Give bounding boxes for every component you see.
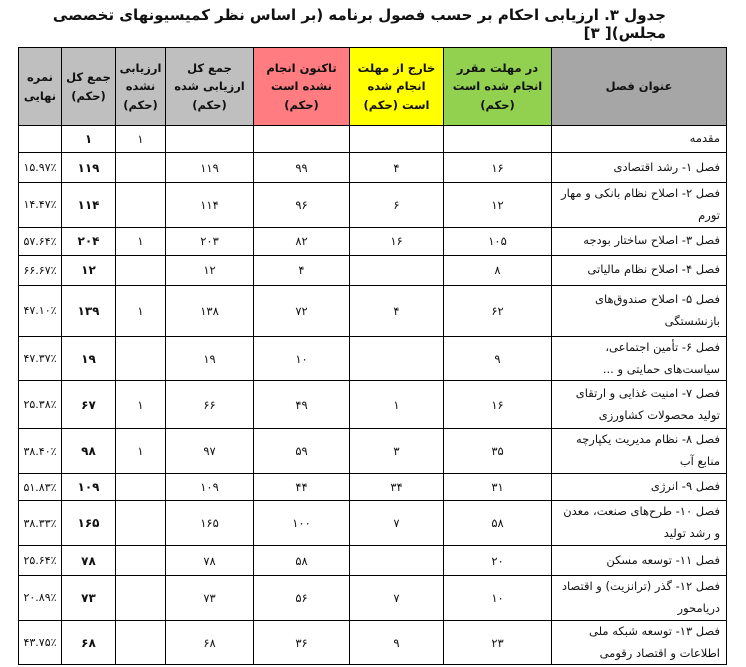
- cell-chapter-title: فصل ۵- اصلاح صندوق‌های بازنشستگی: [552, 285, 727, 336]
- cell-evaluated: ۱۰۹: [166, 474, 254, 501]
- cell-evaluated: ۱۹: [166, 336, 254, 381]
- cell-evaluated: ۱۳۸: [166, 285, 254, 336]
- cell-final-score: ۴۷.۱۰٪: [19, 285, 62, 336]
- cell-on-time: ۲۰: [444, 546, 552, 576]
- table-row: [19, 336, 727, 381]
- column-header-not-evaluated: ارزیابی نشده (حکم): [116, 48, 166, 126]
- cell-total: ۲۰۴: [62, 227, 116, 255]
- cell-chapter-title: فصل ۳- اصلاح ساختار بودجه: [552, 227, 727, 255]
- cell-total: ۷۳: [62, 576, 116, 621]
- cell-final-score: ۵۷.۶۴٪: [19, 227, 62, 255]
- table-row: [19, 474, 727, 501]
- cell-not-evaluated: [116, 620, 166, 665]
- cell-not-done: ۱۰: [254, 336, 350, 381]
- cell-on-time: ۳۱: [444, 474, 552, 501]
- column-header-final-score: نمره نهایی: [19, 48, 62, 126]
- cell-not-done: ۵۶: [254, 576, 350, 621]
- cell-total: ۱۱۴: [62, 183, 116, 228]
- cell-final-score: ۲۵.۳۸٪: [19, 381, 62, 429]
- table-row: [19, 546, 727, 576]
- cell-chapter-title: مقدمه: [552, 126, 727, 153]
- cell-late: ۳۴: [350, 474, 444, 501]
- cell-total: ۱۱۹: [62, 153, 116, 183]
- cell-evaluated: ۹۷: [166, 429, 254, 474]
- table-caption: جدول ۳. ارزیابی احکام بر حسب فصول برنامه (بر اساس نظر کمیسیونهای تخصصی مجلس)[ ۳]: [52, 6, 666, 42]
- cell-not-done: ۱۰۰: [254, 501, 350, 546]
- column-header-late: خارج از مهلت انجام شده است (حکم): [350, 48, 444, 126]
- cell-total: ۷۸: [62, 546, 116, 576]
- cell-late: [350, 126, 444, 153]
- cell-late: [350, 546, 444, 576]
- cell-total: ۱۲: [62, 255, 116, 285]
- cell-chapter-title: فصل ۸- نظام مدیریت یکپارچه منابع آب: [552, 429, 727, 474]
- cell-final-score: ۱۴.۴۷٪: [19, 183, 62, 228]
- column-header-total: جمع کل (حکم): [62, 48, 116, 126]
- table-row: [19, 381, 727, 429]
- cell-not-evaluated: [116, 255, 166, 285]
- cell-not-done: ۴: [254, 255, 350, 285]
- header-row: [19, 48, 727, 126]
- cell-chapter-title: فصل ۷- امنیت غذایی و ارتقای تولید محصولات کشاورزی: [552, 381, 727, 429]
- cell-chapter-title: فصل ۹- انرژی: [552, 474, 727, 501]
- cell-chapter-title: فصل ۱- رشد اقتصادی: [552, 153, 727, 183]
- cell-not-evaluated: [116, 546, 166, 576]
- cell-on-time: ۶۲: [444, 285, 552, 336]
- cell-on-time: [444, 126, 552, 153]
- cell-not-done: ۵۹: [254, 429, 350, 474]
- cell-not-evaluated: [116, 576, 166, 621]
- cell-final-score: ۲۵.۶۴٪: [19, 546, 62, 576]
- cell-late: [350, 255, 444, 285]
- cell-chapter-title: فصل ۶- تأمین اجتماعی، سیاست‌های حمایتی و ...: [552, 336, 727, 381]
- cell-late: ۶: [350, 183, 444, 228]
- cell-on-time: ۱۰۵: [444, 227, 552, 255]
- column-header-evaluated: جمع کل ارزیابی شده (حکم): [166, 48, 254, 126]
- cell-late: ۴: [350, 285, 444, 336]
- cell-not-evaluated: [116, 336, 166, 381]
- cell-late: ۹: [350, 620, 444, 665]
- cell-final-score: ۱۵.۹۷٪: [19, 153, 62, 183]
- cell-on-time: ۱۶: [444, 381, 552, 429]
- cell-chapter-title: فصل ۱۲- گذر (ترانزیت) و اقتصاد دریامحور: [552, 576, 727, 621]
- cell-chapter-title: فصل ۲- اصلاح نظام بانکی و مهار تورم: [552, 183, 727, 228]
- cell-evaluated: ۱۱۴: [166, 183, 254, 228]
- cell-total: ۱۳۹: [62, 285, 116, 336]
- cell-evaluated: ۶۶: [166, 381, 254, 429]
- cell-chapter-title: فصل ۱۳- توسعه شبکه ملی اطلاعات و اقتصاد رقومی: [552, 620, 727, 665]
- cell-evaluated: [166, 126, 254, 153]
- cell-on-time: ۹: [444, 336, 552, 381]
- cell-not-done: [254, 126, 350, 153]
- evaluation-table: [18, 47, 727, 665]
- cell-not-done: ۴۹: [254, 381, 350, 429]
- cell-not-evaluated: ۱: [116, 126, 166, 153]
- cell-on-time: ۸: [444, 255, 552, 285]
- cell-not-evaluated: ۱: [116, 285, 166, 336]
- cell-evaluated: ۷۳: [166, 576, 254, 621]
- cell-final-score: ۲۰.۸۹٪: [19, 576, 62, 621]
- cell-late: ۷: [350, 576, 444, 621]
- cell-final-score: ۳۸.۳۳٪: [19, 501, 62, 546]
- cell-final-score: [19, 126, 62, 153]
- cell-late: ۴: [350, 153, 444, 183]
- table-row: [19, 126, 727, 153]
- cell-late: ۳: [350, 429, 444, 474]
- cell-late: [350, 336, 444, 381]
- cell-not-evaluated: ۱: [116, 429, 166, 474]
- table-row: [19, 153, 727, 183]
- cell-not-evaluated: [116, 501, 166, 546]
- table-row: [19, 227, 727, 255]
- cell-on-time: ۳۵: [444, 429, 552, 474]
- cell-final-score: ۴۷.۳۷٪: [19, 336, 62, 381]
- table-row: [19, 255, 727, 285]
- cell-not-done: ۵۸: [254, 546, 350, 576]
- column-header-not-done: تاکنون انجام نشده است (حکم): [254, 48, 350, 126]
- cell-late: ۷: [350, 501, 444, 546]
- cell-chapter-title: فصل ۱۰- طرح‌های صنعت، معدن و رشد تولید: [552, 501, 727, 546]
- cell-on-time: ۱۶: [444, 153, 552, 183]
- cell-total: ۱۶۵: [62, 501, 116, 546]
- cell-late: ۱۶: [350, 227, 444, 255]
- cell-not-evaluated: ۱: [116, 227, 166, 255]
- table-row: [19, 183, 727, 228]
- cell-late: ۱: [350, 381, 444, 429]
- cell-not-done: ۹۶: [254, 183, 350, 228]
- cell-total: ۹۸: [62, 429, 116, 474]
- cell-total: ۱۰۹: [62, 474, 116, 501]
- cell-evaluated: ۲۰۳: [166, 227, 254, 255]
- table-row: [19, 620, 727, 665]
- table-body: [19, 126, 727, 665]
- cell-evaluated: ۶۸: [166, 620, 254, 665]
- table-row: [19, 285, 727, 336]
- cell-chapter-title: فصل ۴- اصلاح نظام مالیاتی: [552, 255, 727, 285]
- table-row: [19, 429, 727, 474]
- cell-not-done: ۳۶: [254, 620, 350, 665]
- cell-total: ۱: [62, 126, 116, 153]
- cell-on-time: ۵۸: [444, 501, 552, 546]
- cell-not-done: ۸۲: [254, 227, 350, 255]
- cell-chapter-title: فصل ۱۱- توسعه مسکن: [552, 546, 727, 576]
- cell-on-time: ۱۰: [444, 576, 552, 621]
- cell-final-score: ۶۶.۶۷٪: [19, 255, 62, 285]
- cell-on-time: ۲۳: [444, 620, 552, 665]
- cell-final-score: ۴۳.۷۵٪: [19, 620, 62, 665]
- cell-total: ۱۹: [62, 336, 116, 381]
- table-row: [19, 501, 727, 546]
- cell-not-done: ۹۹: [254, 153, 350, 183]
- cell-total: ۶۷: [62, 381, 116, 429]
- column-header-chapter-title: عنوان فصل: [552, 48, 727, 126]
- cell-evaluated: ۱۶۵: [166, 501, 254, 546]
- column-header-on-time: در مهلت مقرر انجام شده است (حکم): [444, 48, 552, 126]
- table-row: [19, 576, 727, 621]
- cell-not-evaluated: [116, 153, 166, 183]
- cell-not-evaluated: ۱: [116, 381, 166, 429]
- cell-not-evaluated: [116, 474, 166, 501]
- cell-on-time: ۱۲: [444, 183, 552, 228]
- cell-total: ۶۸: [62, 620, 116, 665]
- cell-final-score: ۵۱.۸۳٪: [19, 474, 62, 501]
- cell-not-done: ۷۲: [254, 285, 350, 336]
- cell-not-done: ۴۴: [254, 474, 350, 501]
- cell-evaluated: ۷۸: [166, 546, 254, 576]
- cell-evaluated: ۱۲: [166, 255, 254, 285]
- cell-evaluated: ۱۱۹: [166, 153, 254, 183]
- cell-not-evaluated: [116, 183, 166, 228]
- cell-final-score: ۳۸.۴۰٪: [19, 429, 62, 474]
